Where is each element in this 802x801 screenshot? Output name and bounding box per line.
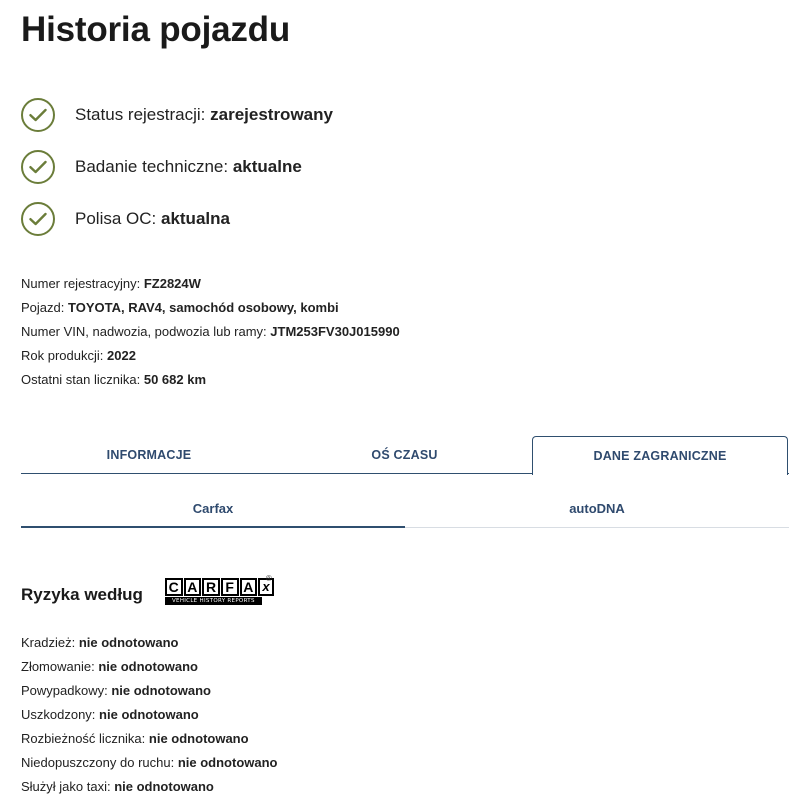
detail-label: Ostatni stan licznika: [21,372,141,387]
detail-label: Pojazd: [21,300,65,315]
risk-row [21,657,277,681]
risk-value: nie odnotowano [111,683,211,698]
carfax-letter: A [184,578,202,596]
detail-value: 50 682 km [143,372,207,387]
carfax-letter: A [240,578,258,596]
check-circle-icon [21,150,55,184]
risk-title: Ryzyka według [21,585,143,604]
check-circle-icon [21,202,55,236]
carfax-subtitle: VEHICLE HISTORY REPORTS [165,597,262,605]
detail-row [21,322,400,346]
status-registration [21,97,333,133]
vehicle-details [21,274,400,394]
tab-os-czasu[interactable]: OŚ CZASU [371,448,438,462]
status-value: zarejestrowany [210,105,333,124]
risk-label: Rozbieżność licznika: [21,731,146,746]
risk-value: nie odnotowano [148,731,249,746]
detail-value: 2022 [107,348,136,363]
detail-label: Numer VIN, nadwozia, podwozia lub ramy: [21,324,267,339]
page-title: Historia pojazdu [21,10,291,49]
tab-dane-zagraniczne[interactable]: DANE ZAGRANICZNE [532,436,788,475]
status-list [21,97,333,253]
detail-row [21,274,400,298]
detail-row [21,346,400,370]
risk-label: Uszkodzony: [21,707,96,722]
risk-value: nie odnotowano [98,659,198,674]
subtab-active-indicator [21,526,405,528]
detail-label: Numer rejestracyjny: [21,276,141,291]
carfax-letter: R [202,578,220,596]
carfax-letter: C [165,578,183,596]
risk-value: nie odnotowano [114,779,214,794]
main-tabs [21,436,789,474]
risk-row [21,729,277,753]
status-value: aktualna [160,209,230,228]
source-tabs [21,490,789,528]
risk-list [21,633,277,801]
risk-value: nie odnotowano [99,707,199,722]
status-inspection [21,149,333,185]
carfax-logo [165,574,275,612]
risk-label: Służył jako taxi: [21,779,111,794]
risk-label: Niedopuszczony do ruchu: [21,755,175,770]
status-label: Badanie techniczne: [75,157,229,176]
detail-value: TOYOTA, RAV4, samochód osobowy, kombi [68,300,339,315]
risk-value: nie odnotowano [177,755,278,770]
status-value: aktualne [232,157,302,176]
detail-label: Rok produkcji: [21,348,104,363]
risk-row [21,705,277,729]
risk-row [21,633,277,657]
registered-mark: ® [265,574,272,583]
subtab-carfax[interactable]: Carfax [192,500,234,516]
status-label: Status rejestracji: [75,105,206,124]
detail-row [21,298,400,322]
risk-header [21,574,275,612]
tab-informacje[interactable]: INFORMACJE [106,448,192,462]
status-label: Polisa OC: [75,209,157,228]
risk-label: Kradzież: [21,635,76,650]
carfax-letter: F [221,578,239,596]
subtab-autodna[interactable]: autoDNA [569,500,625,516]
carfax-letter: x [258,578,274,596]
detail-row [21,370,400,394]
detail-value: FZ2824W [143,276,201,291]
status-insurance [21,201,333,237]
risk-row [21,777,277,801]
detail-value: JTM253FV30J015990 [270,324,400,339]
risk-row [21,753,277,777]
risk-row [21,681,277,705]
check-circle-icon [21,98,55,132]
risk-value: nie odnotowano [78,635,179,650]
risk-label: Złomowanie: [21,659,95,674]
risk-label: Powypadkowy: [21,683,108,698]
